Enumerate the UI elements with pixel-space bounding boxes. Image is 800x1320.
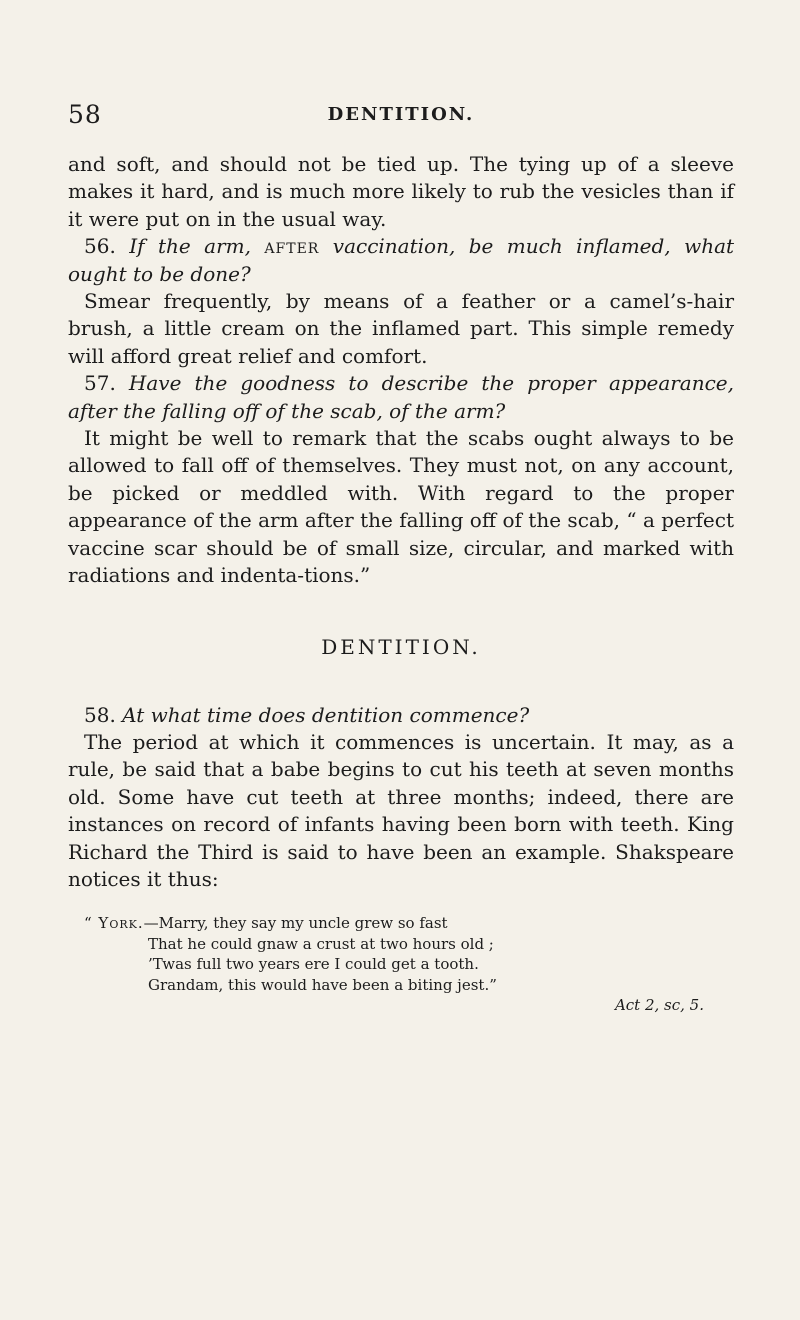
paragraph-continuation: and soft, and should not be tied up. The tying up of a sleeve makes it hard, and is much more likely to rub the vesicles than if it were put on in the usual way. [68,152,734,231]
question-text-part1: If the arm, [129,234,251,259]
question-text: Have the goodness to describe the proper appearance, after the falling off of the scab, of the arm? [68,371,735,423]
section-heading: DENTITION. [321,634,481,659]
quote-line: ’Twas full two years ere I could get a tooth. [148,955,479,974]
quote-line: That he could gnaw a crust at two hours old ; [148,934,494,953]
question-text-part2: vaccination, be much inflamed, what ought to be done? [68,234,735,286]
quote-citation: Act 2, sc, 5. [614,996,704,1015]
question-emphasis: after [264,234,320,259]
answer-57: It might be well to remark that the scabs ought always to be allowed to fall off of themselves. They must not, on any account, be picked or meddled with. With regard to the proper appearance of the arm after the falling off of the scab, “ a perfect vaccine scar should be of small size, circular, and marked with radiations and indenta-tions.” [68,426,734,588]
question-number: 56. [84,234,116,259]
shakespeare-quote [68,913,734,1016]
question-56 [68,233,734,288]
running-title: DENTITION. [327,104,475,125]
question-text: At what time does dentition commence? [122,702,530,727]
answer-58: The period at which it commences is uncertain. It may, as a rule, be said that a babe begins to cut his teeth at seven months old. Some have cut teeth at three months; indeed, there are instances on record of infants having been born with teeth. King Richard the Third is said to have been an example. Shakspeare notices it thus: [68,729,734,891]
question-number: 57. [84,371,116,396]
question-number: 58. [84,702,116,727]
quote-speaker: “ York. [84,914,144,933]
quote-text: —Marry, they say my uncle grew so fast [143,914,448,933]
page-body [68,151,734,1016]
quote-line: Grandam, this would have been a biting jest.” [148,975,497,994]
question-58 [68,702,734,729]
page-number: 58 [68,100,102,129]
question-57 [68,370,734,425]
quote-line [68,913,734,934]
page-header [68,100,734,132]
answer-56: Smear frequently, by means of a feather or a camel’s-hair brush, a little cream on the inflamed part. This simple remedy will afford great relief and comfort. [68,289,734,368]
